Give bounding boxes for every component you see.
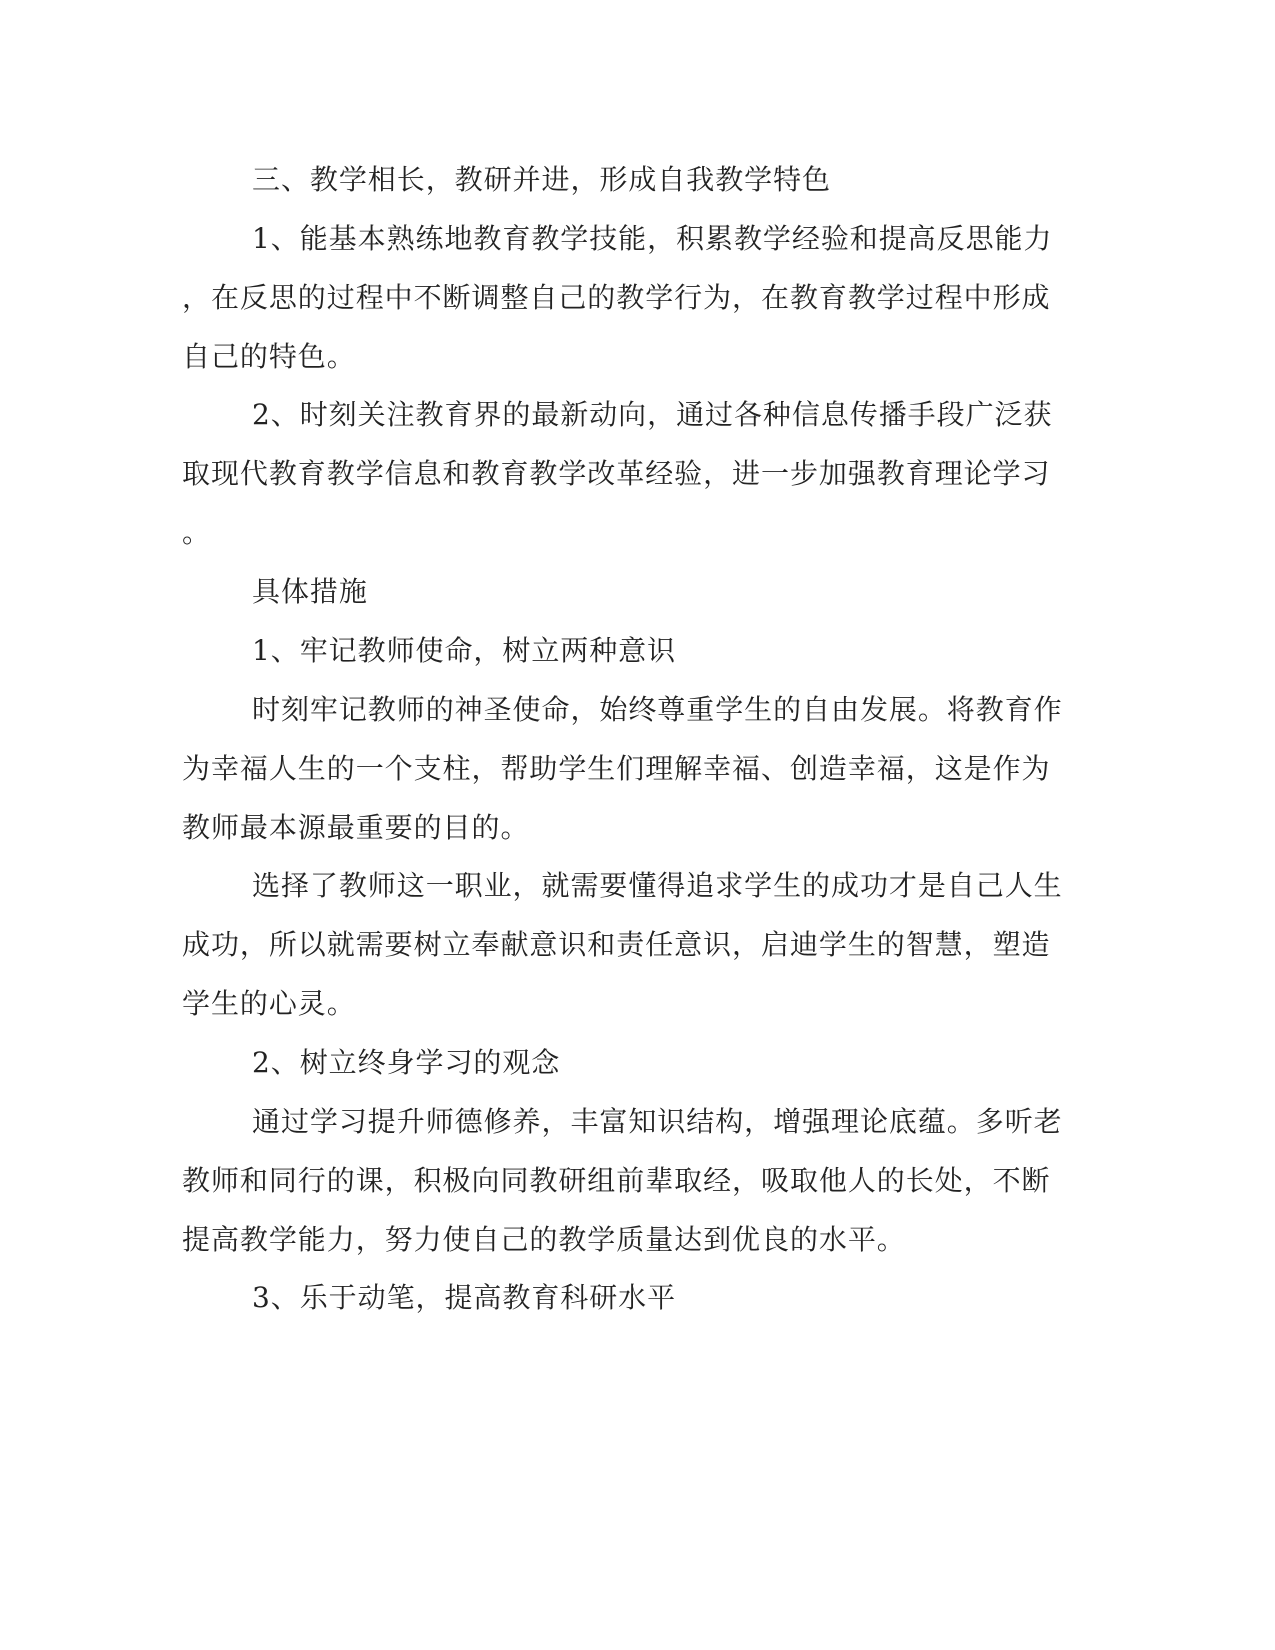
paragraph-line: ，在反思的过程中不断调整自己的教学行为，在教育教学过程中形成 [182, 281, 1051, 314]
paragraph-line: 取现代教育教学信息和教育教学改革经验，进一步加强教育理论学习 [182, 457, 1051, 490]
paragraph-line: 自己的特色。 [182, 340, 356, 373]
paragraph-line: 教师和同行的课，积极向同教研组前辈取经，吸取他人的长处，不断 [182, 1164, 1051, 1197]
paragraph-line: 2、时刻关注教育界的最新动向，通过各种信息传播手段广泛获 [252, 398, 1053, 431]
paragraph-line: 学生的心灵。 [182, 987, 356, 1020]
section-heading: 三、教学相长，教研并进，形成自我教学特色 [252, 163, 832, 196]
paragraph-line: 教师最本源最重要的目的。 [182, 811, 530, 844]
paragraph-line: 提高教学能力，努力使自己的教学质量达到优良的水平。 [182, 1223, 906, 1256]
subheading: 3、乐于动笔，提高教育科研水平 [252, 1281, 677, 1314]
paragraph-line: 通过学习提升师德修养，丰富知识结构，增强理论底蕴。多听老 [252, 1105, 1063, 1138]
paragraph-line: 为幸福人生的一个支柱，帮助学生们理解幸福、创造幸福，这是作为 [182, 752, 1051, 785]
section-heading: 具体措施 [252, 575, 368, 608]
subheading: 1、牢记教师使命，树立两种意识 [252, 634, 677, 667]
paragraph-line: 选择了教师这一职业，就需要懂得追求学生的成功才是自己人生 [252, 869, 1063, 902]
paragraph-line: 。 [182, 516, 211, 549]
paragraph-line: 1、能基本熟练地教育教学技能，积累教学经验和提高反思能力 [252, 222, 1053, 255]
paragraph-line: 时刻牢记教师的神圣使命，始终尊重学生的自由发展。将教育作 [252, 693, 1063, 726]
paragraph-line: 成功，所以就需要树立奉献意识和责任意识，启迪学生的智慧，塑造 [182, 928, 1051, 961]
subheading: 2、树立终身学习的观念 [252, 1046, 561, 1079]
